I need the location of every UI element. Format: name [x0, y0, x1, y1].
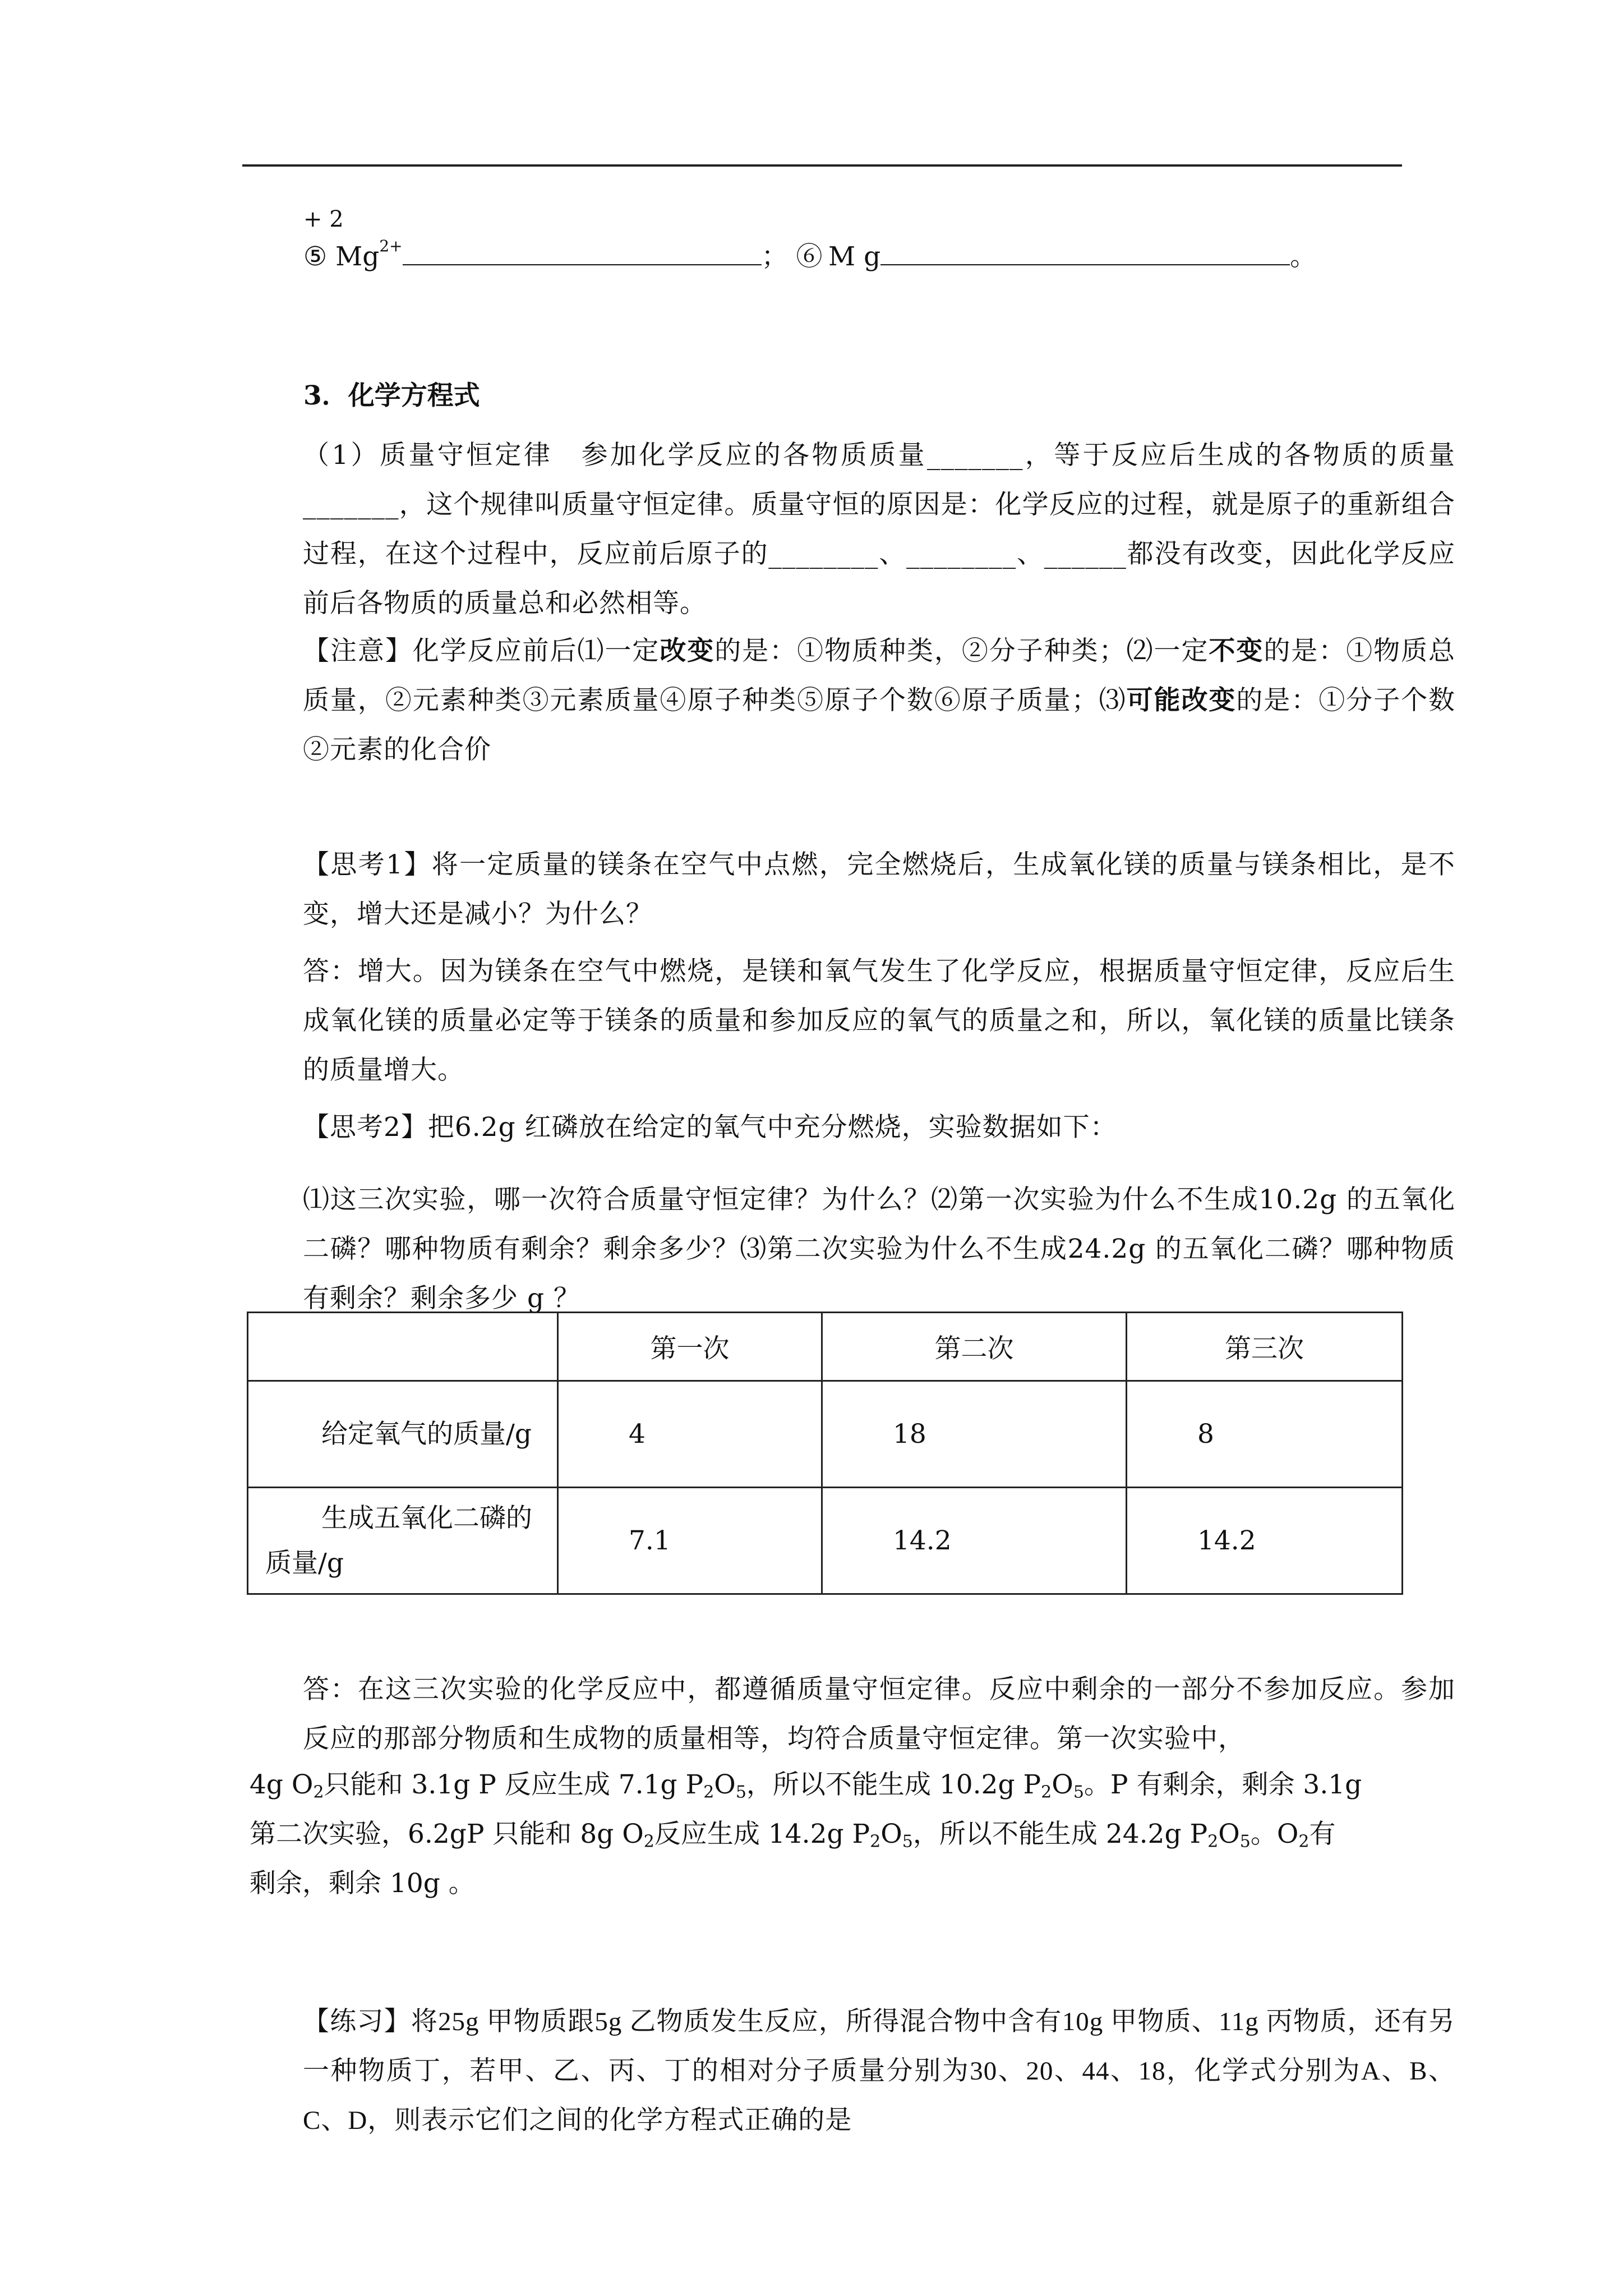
table-cell: 14.2	[822, 1488, 1127, 1594]
experiment-table	[247, 1312, 1403, 1595]
table-header-row	[248, 1313, 1403, 1381]
table-cell: 8	[1127, 1381, 1403, 1488]
answer2-line4: 剩余，剩余 10g 。	[250, 1868, 475, 1899]
section-heading: 3．化学方程式	[303, 380, 480, 411]
item6-line	[828, 236, 1316, 273]
table-header-cell: 第二次	[822, 1313, 1127, 1381]
note-emphasis-change: 改变	[660, 636, 715, 666]
item5-symbol: Mg	[335, 241, 380, 272]
table-row	[248, 1381, 1403, 1488]
practice-paragraph: 【练习】将25g 甲物质跟5g 乙物质发生反应，所得混合物中含有10g 甲物质、11g 丙物质，还有另一种物质丁，若甲、乙、丙、丁的相对分子质量分别为30、20、44、18，化学式分别为A、B、C、D，则表示它们之间的化学方程式正确的是	[303, 2007, 1455, 2135]
row-label: 给定氧气的质量/g	[248, 1381, 558, 1488]
think1-answer: 答：增大。因为镁条在空气中燃烧，是镁和氧气发生了化学反应，根据质量守恒定律，反应后生成氧化镁的质量必定等于镁条的质量和参加反应的氧气的质量之和，所以，氧化镁的质量比镁条的质量增大。	[303, 956, 1455, 1085]
table-header-cell: 第三次	[1127, 1313, 1403, 1381]
think2-subquestions: ⑴这三次实验，哪一次符合质量守恒定律？为什么？⑵第一次实验为什么不生成10.2g 的五氧化二磷？哪种物质有剩余？剩余多少？⑶第二次实验为什么不生成24.2g 的五氧化二磷？哪种物质有剩余？剩余多少 g ？	[303, 1184, 1455, 1314]
table-corner-cell	[248, 1313, 558, 1381]
row-label: 生成五氧化二磷的质量/g	[248, 1488, 558, 1594]
think2-question: 【思考2】把6.2g 红磷放在给定的氧气中充分燃烧，实验数据如下：	[303, 1112, 1117, 1143]
item5-mark: ⑤	[303, 241, 328, 272]
table-cell: 7.1	[558, 1488, 822, 1594]
ion-line	[303, 236, 823, 273]
table-cell: 14.2	[1127, 1488, 1403, 1594]
table-row	[248, 1488, 1403, 1594]
answer2-line3: 第二次实验，6.2gP 只能和 8g $O_2$反应生成 14.2g $P_2O_5$，所以不能生成 24.2g $P_2O_5$。$O_2$有	[250, 1819, 1336, 1852]
note-emphasis-maybe: 可能改变	[1126, 685, 1237, 716]
answer-blank-5[interactable]	[403, 241, 762, 265]
table-cell: 4	[558, 1381, 822, 1488]
header-rule	[242, 164, 1402, 167]
answer2-line1: 答：在这三次实验的化学反应中，都遵循质量守恒定律。反应中剩余的一部分不参加反应。参加反应的那部分物质和生成物的质量相等，均符合质量守恒定律。第一次实验中，	[303, 1674, 1455, 1754]
conservation-paragraph: （1）质量守恒定律 参加化学反应的各物质质量_______，等于反应后生成的各物质的质量_______，这个规律叫质量守恒定律。质量守恒的原因是：化学反应的过程，就是原子的重新组合过程，在这个过程中，反应前后原子的________、________、______都没有改变，因此化学反应前后各物质的质量总和必然相等。	[303, 440, 1455, 619]
answer-blank-6[interactable]	[880, 241, 1290, 265]
think1-question: 【思考1】将一定质量的镁条在空气中点燃，完全燃烧后，生成氧化镁的质量与镁条相比，是不变，增大还是减小？为什么？	[303, 849, 1455, 930]
line-end: 。	[1290, 241, 1317, 272]
table-cell: 18	[822, 1381, 1127, 1488]
note-emphasis-unchanged: 不变	[1209, 636, 1264, 666]
answer2-line2: 4g $O_2$只能和 3.1g P 反应生成 7.1g $P_2O_5$，所以不能生成 10.2g $P_2O_5$。P 有剩余，剩余 3.1g	[250, 1769, 1362, 1802]
item6-symbol: M g	[828, 241, 881, 272]
item5-charge: 2+	[379, 236, 403, 255]
separator: ；	[761, 241, 788, 272]
valence-label: + 2	[303, 206, 344, 232]
item6-mark: ⑥	[796, 241, 823, 272]
table-header-cell: 第一次	[558, 1313, 822, 1381]
note-paragraph: 【注意】化学反应前后⑴一定改变的是：①物质种类，②分子种类；⑵一定不变的是：①物质总质量，②元素种类③元素质量④原子种类⑤原子个数⑥原子质量；⑶可能改变的是：①分子个数②元素的化合价	[303, 636, 1456, 765]
